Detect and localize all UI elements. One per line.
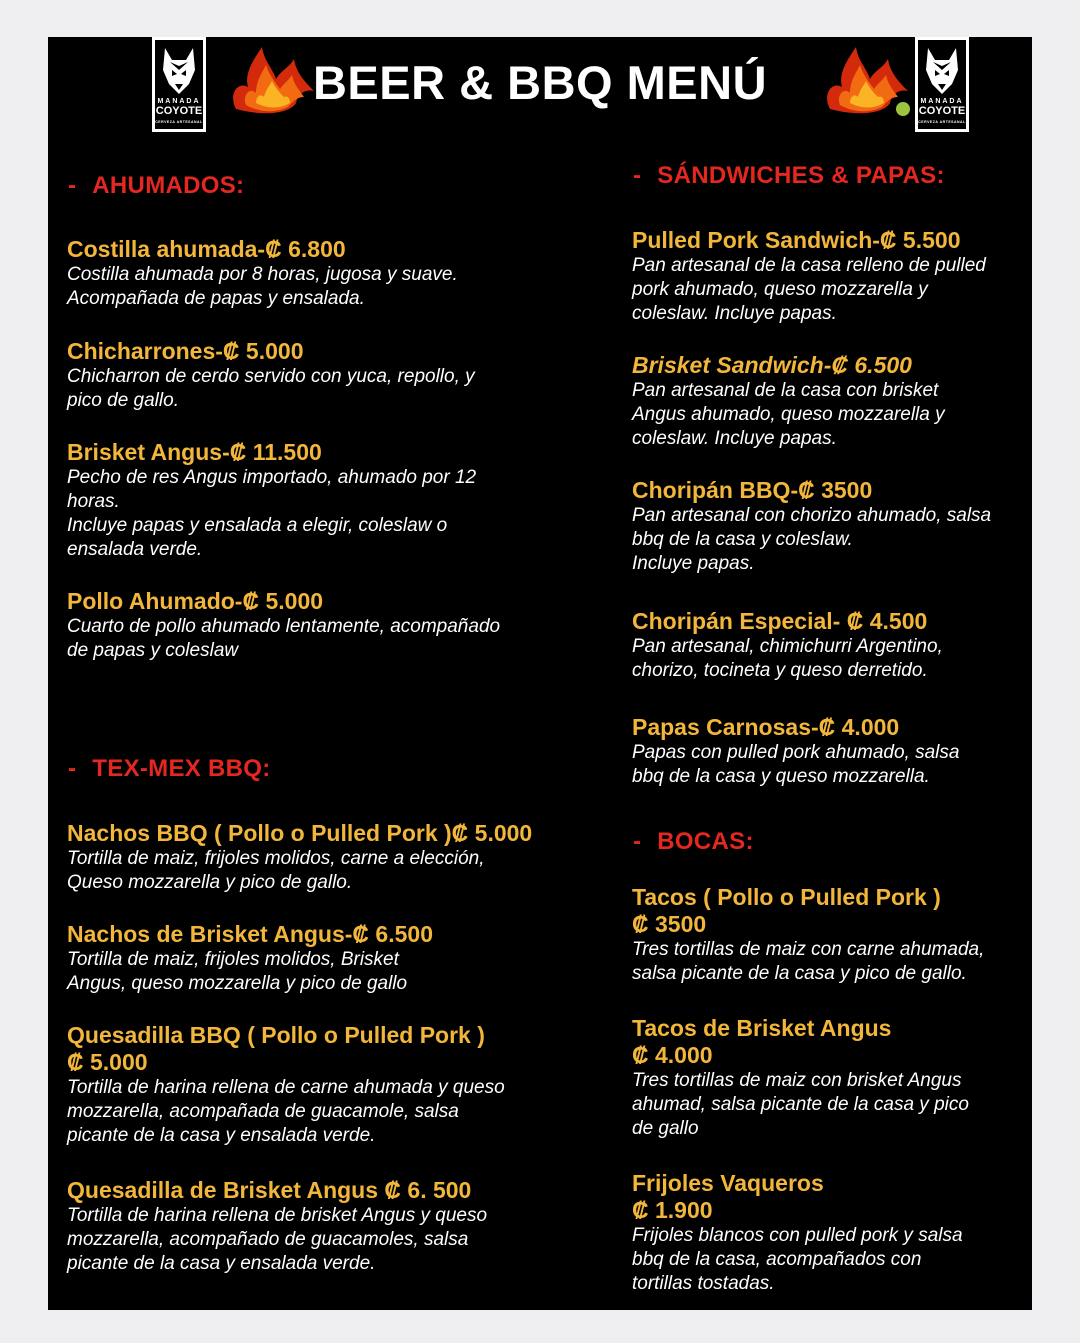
item-name: Costilla ahumada-₡ 6.800 — [67, 236, 346, 262]
item-description: Tres tortillas de maiz con carne ahumada, salsa picante de la casa y pico de gallo. — [632, 939, 985, 984]
item-description: Pecho de res Angus importado, ahumado por 12 horas. Incluye papas y ensalada a elegir, coleslaw o ensalada verde. — [67, 467, 477, 560]
item-name: Brisket Angus-₡ 11.500 — [67, 439, 322, 465]
menu-item — [632, 477, 1027, 576]
section-title-bocas: - BOCAS: — [633, 828, 754, 855]
section-title-texmex: - TEX-MEX BBQ: — [68, 755, 271, 782]
item-description: Tortilla de harina rellena de brisket Angus y queso mozzarella, acompañado de guacamoles, salsa picante de la casa y ensalada verde. — [67, 1205, 488, 1274]
menu-header — [48, 37, 1032, 137]
item-name: Brisket Sandwich-₡ 6.500 — [632, 352, 912, 378]
item-description: Papas con pulled pork ahumado, salsa bbq de la casa y queso mozzarella. — [632, 742, 960, 787]
item-name: Tacos ( Pollo o Pulled Pork ) ₡ 3500 — [632, 884, 941, 937]
item-description: Tres tortillas de maiz con brisket Angus ahumad, salsa picante de la casa y pico de gallo — [632, 1070, 969, 1139]
page-title: BEER & BBQ MENÚ — [312, 56, 768, 109]
item-name: Pollo Ahumado-₡ 5.000 — [67, 588, 324, 614]
item-description: Chicharron de cerdo servido con yuca, repollo, y pico de gallo. — [67, 366, 475, 411]
item-name: Tacos de Brisket Angus ₡ 4.000 — [632, 1015, 892, 1068]
item-name: Nachos BBQ ( Pollo o Pulled Pork )₡ 5.000 — [67, 820, 533, 846]
menu-item — [67, 588, 557, 663]
item-description: Pan artesanal de la casa relleno de pulled pork ahumado, queso mozzarella y coleslaw. Incluye papas. — [632, 255, 986, 324]
item-description: Frijoles blancos con pulled pork y salsa bbq de la casa, acompañados con tortillas tostadas. — [632, 1225, 963, 1294]
menu-item — [67, 236, 557, 311]
menu-item — [67, 439, 557, 562]
menu-item — [67, 338, 557, 413]
flame-icon — [820, 39, 915, 119]
coyote-logo-icon: MANADA COYOTE CERVEZA ARTESANAL — [915, 37, 969, 132]
item-name: Nachos de Brisket Angus-₡ 6.500 — [67, 921, 433, 947]
item-description: Pan artesanal con chorizo ahumado, salsa bbq de la casa y coleslaw. Incluye papas. — [632, 505, 992, 574]
item-name: Quesadilla de Brisket Angus ₡ 6. 500 — [67, 1177, 472, 1203]
item-name: Choripán BBQ-₡ 3500 — [632, 477, 873, 503]
menu-page — [48, 37, 1032, 1310]
menu-item — [67, 1022, 557, 1148]
menu-item — [632, 1015, 1027, 1141]
item-description: Tortilla de harina rellena de carne ahumada y queso mozzarella, acompañada de guacamole, salsa picante de la casa y ensalada verde. — [67, 1077, 505, 1146]
item-name: Frijoles Vaqueros ₡ 1.900 — [632, 1170, 824, 1223]
item-name: Papas Carnosas-₡ 4.000 — [632, 714, 900, 740]
item-name: Chicharrones-₡ 5.000 — [67, 338, 304, 364]
menu-item — [632, 352, 1027, 451]
item-description: Pan artesanal, chimichurri Argentino, chorizo, tocineta y queso derretido. — [632, 636, 943, 681]
menu-item — [632, 227, 1027, 326]
item-description: Costilla ahumada por 8 horas, jugosa y suave. Acompañada de papas y ensalada. — [67, 264, 458, 309]
menu-item — [632, 714, 1027, 789]
item-name: Pulled Pork Sandwich-₡ 5.500 — [632, 227, 961, 253]
menu-item — [67, 921, 557, 996]
item-description: Pan artesanal de la casa con brisket Angus ahumado, queso mozzarella y coleslaw. Incluye papas. — [632, 380, 945, 449]
menu-item — [67, 820, 577, 895]
menu-item — [67, 1177, 557, 1276]
menu-item — [632, 884, 1027, 986]
section-title-sandwiches: - SÁNDWICHES & PAPAS: — [633, 162, 945, 189]
item-description: Tortilla de maiz, frijoles molidos, Brisket Angus, queso mozzarella y pico de gallo — [67, 949, 408, 994]
menu-item — [632, 608, 1027, 683]
item-name: Quesadilla BBQ ( Pollo o Pulled Pork ) ₡ 5.000 — [67, 1022, 485, 1075]
coyote-logo-icon: MANADA COYOTE CERVEZA ARTESANAL — [152, 37, 206, 132]
item-description: Cuarto de pollo ahumado lentamente, acompañado de papas y coleslaw — [67, 616, 501, 661]
section-title-ahumados: - AHUMADOS: — [68, 172, 245, 199]
menu-item — [632, 1170, 1027, 1296]
item-description: Tortilla de maiz, frijoles molidos, carne a elección, Queso mozzarella y pico de gallo. — [67, 848, 485, 893]
item-name: Choripán Especial- ₡ 4.500 — [632, 608, 928, 634]
